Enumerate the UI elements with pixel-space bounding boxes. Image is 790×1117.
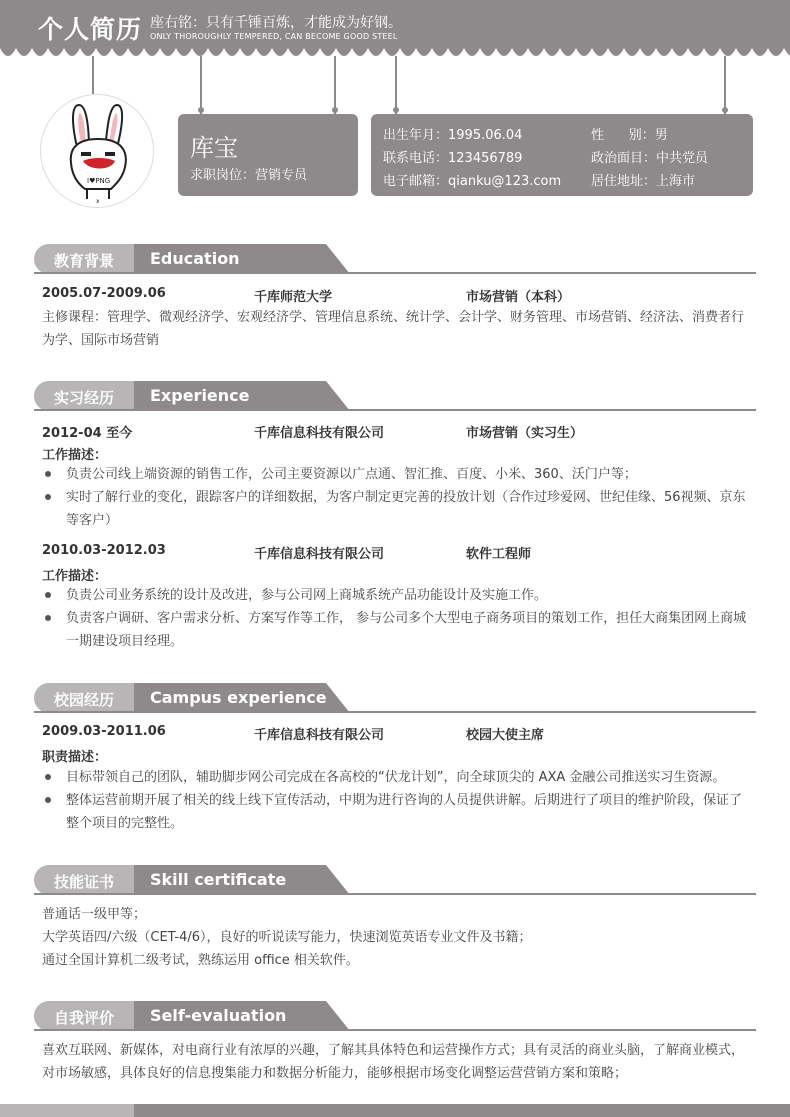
bunny-avatar-icon xyxy=(41,95,154,208)
section-header-skills xyxy=(34,865,756,895)
motto-english: ONLY THOROUGHLY TEMPERED, CAN BECOME GOOD STEEL xyxy=(150,32,398,41)
list-item: 整体运营前期开展了相关的线上线下宣传活动，中期为进行咨询的人员提供讲解。后期进行了项目的维护阶段，保证了整个项目的完整性。 xyxy=(42,789,752,835)
job-role: 软件工程师 xyxy=(466,547,532,562)
phone: 联系电话：123456789 xyxy=(383,151,523,166)
section-header-experience xyxy=(34,381,756,411)
education-row xyxy=(42,286,756,306)
section-header-self-evaluation xyxy=(34,1001,756,1031)
section-rule xyxy=(34,711,756,713)
list-item: 负责公司线上端资源的销售工作，公司主要资源以广点通、智汇推、百度、小米、360、沃门户等； xyxy=(42,463,752,486)
duty-description-label: 职责描述： xyxy=(42,750,108,765)
section-title-en: Experience xyxy=(150,386,250,405)
section-header-education xyxy=(34,244,756,274)
job-period: 2010.03-2012.03 xyxy=(42,543,166,558)
section-rule xyxy=(34,409,756,411)
footer-accent xyxy=(0,1104,134,1117)
name-card xyxy=(178,114,358,196)
section-title-cn: 技能证书 xyxy=(53,873,114,891)
avatar-text: I♥PNG xyxy=(87,177,111,185)
section-title-cn: 校园经历 xyxy=(53,691,114,709)
job-row xyxy=(42,543,756,563)
hang-dot xyxy=(722,107,728,113)
hang-line xyxy=(334,56,336,114)
education-major: 市场营销（本科） xyxy=(466,290,571,305)
hang-dot xyxy=(332,107,338,113)
skill-line: 大学英语四/六级（CET-4/6），良好的听说读写能力，快速浏览英语专业文件及书籍； xyxy=(42,930,532,945)
self-evaluation-text: 喜欢互联网、新媒体，对电商行业有浓厚的兴趣，了解其具体特色和运营操作方式；具有灵活的商业头脑，了解商业模式，对市场敏感，具体良好的信息搜集能力和数据分析能力，能够根据市场变化调整运营营销方案和策略； xyxy=(42,1043,745,1081)
job-target: 求职岗位：营销专员 xyxy=(190,168,308,183)
section-title-cn: 实习经历 xyxy=(53,389,114,407)
campus-company: 千库信息科技有限公司 xyxy=(254,728,385,743)
hang-line xyxy=(92,56,94,94)
section-title-en: Self-evaluation xyxy=(150,1006,287,1025)
hang-dot xyxy=(393,107,399,113)
section-title-en: Education xyxy=(150,249,240,268)
job-company: 千库信息科技有限公司 xyxy=(254,426,385,441)
hang-dot xyxy=(198,107,204,113)
job-company: 千库信息科技有限公司 xyxy=(254,547,385,562)
hang-line xyxy=(200,56,202,114)
list-item: 目标带领自己的团队，辅助脚步网公司完成在各高校的“伏龙计划”，向全球顶尖的 AXA 金融公司推送实习生资源。 xyxy=(42,766,752,789)
job-period: 2012-04 至今 xyxy=(42,426,133,441)
avatar xyxy=(40,94,154,208)
job-role: 市场营销（实习生） xyxy=(466,426,584,441)
campus-role: 校园大使主席 xyxy=(466,728,545,743)
education-period: 2005.07-2009.06 xyxy=(42,286,166,301)
person-name: 库宝 xyxy=(190,134,238,162)
svg-text:x: x xyxy=(96,198,100,205)
skill-line: 普通话一级甲等； xyxy=(42,907,147,922)
scallop-path xyxy=(0,48,790,56)
section-rule xyxy=(34,272,756,274)
section-title-cn: 教育背景 xyxy=(53,252,114,270)
section-rule xyxy=(34,893,756,895)
hang-line xyxy=(724,56,726,114)
section-title-cn: 自我评价 xyxy=(53,1009,114,1027)
footer-band xyxy=(134,1104,790,1117)
section-rule xyxy=(34,1029,756,1031)
campus-row xyxy=(42,724,756,744)
birth-date: 出生年月：1995.06.04 xyxy=(383,128,523,143)
skill-line: 通过全国计算机二级考试，熟练运用 office 相关软件。 xyxy=(42,953,359,968)
job-description-label: 工作描述： xyxy=(42,569,108,584)
motto-chinese: 座右铭：只有千锤百炼，才能成为好钢。 xyxy=(150,15,402,31)
list-item: 负责客户调研、客户需求分析、方案写作等工作， 参与公司多个大型电子商务项目的策划工作，担任大商集团网上商城一期建设项目经理。 xyxy=(42,607,752,653)
info-card xyxy=(371,114,753,196)
list-item: 负责公司业务系统的设计及改进，参与公司网上商城系统产品功能设计及实施工作。 xyxy=(42,584,752,607)
section-header-campus xyxy=(34,683,756,713)
education-courses: 主修课程：管理学、微观经济学、宏观经济学、管理信息系统、统计学、会计学、财务管理、市场营销、经济法、消费者行为学、国际市场营销 xyxy=(42,310,745,348)
education-school: 千库师范大学 xyxy=(254,290,333,305)
campus-period: 2009.03-2011.06 xyxy=(42,724,166,739)
section-title-en: Skill certificate xyxy=(150,870,287,889)
job-row xyxy=(42,422,756,442)
political-status: 政治面目：中共党员 xyxy=(591,151,709,166)
address: 居住地址：上海市 xyxy=(591,174,696,189)
list-item: 实时了解行业的变化，跟踪客户的详细数据，为客户制定更完善的投放计划（合作过珍爱网、世纪佳缘、56视频、京东等客户） xyxy=(42,486,752,532)
resume-title: 个人简历 xyxy=(38,15,143,44)
email: 电子邮箱：qianku@123.com xyxy=(383,174,562,189)
gender: 性 别：男 xyxy=(591,128,668,143)
job-description-label: 工作描述： xyxy=(42,448,108,463)
section-title-en: Campus experience xyxy=(150,688,327,707)
hang-line xyxy=(395,56,397,114)
